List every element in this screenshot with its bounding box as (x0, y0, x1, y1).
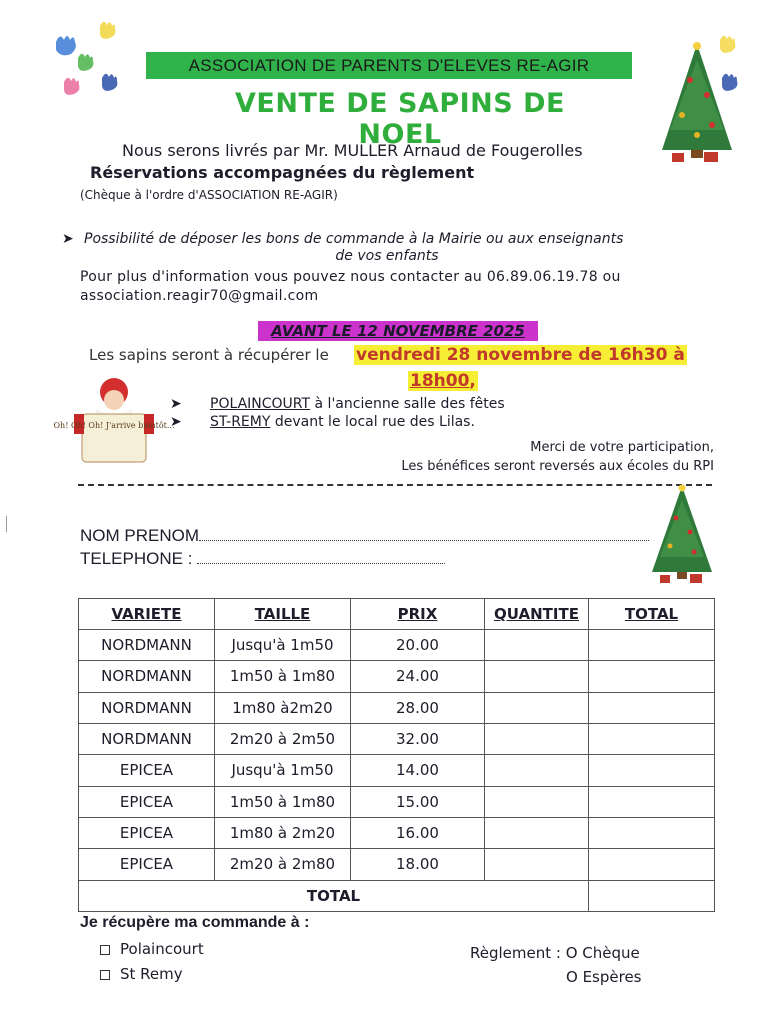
page-title: VENTE DE SAPINS DE NOEL (235, 88, 565, 150)
margin-mark (6, 516, 7, 532)
column-header: PRIX (351, 599, 485, 630)
name-field[interactable]: NOM PRENOM (80, 526, 649, 546)
checkbox-icon[interactable] (100, 945, 110, 955)
arrow-bullet-icon: ➤ (170, 396, 182, 412)
payment-option-cash[interactable]: O Espères (566, 968, 642, 986)
total-label: TOTAL (79, 880, 589, 911)
column-header: TAILLE (215, 599, 351, 630)
table-row: EPICEA 1m80 à 2m20 16.00 (79, 817, 715, 848)
delivery-note: Nous serons livrés par Mr. MULLER Arnaud de Fougerolles (122, 141, 583, 160)
pickup-prefix: Les sapins seront à récupérer le (89, 346, 329, 364)
association-banner: ASSOCIATION DE PARENTS D'ELEVES RE-AGIR (146, 52, 632, 79)
santa-icon (53, 374, 175, 470)
cut-line (78, 484, 712, 486)
table-row: NORDMANN 2m20 à 2m50 32.00 (79, 723, 715, 754)
total-cell[interactable] (589, 630, 715, 661)
price-table (78, 598, 715, 912)
quantity-cell[interactable] (485, 723, 589, 754)
reservation-note: Réservations accompagnées du règlement (90, 163, 475, 182)
table-row: NORDMANN Jusqu'à 1m50 20.00 (79, 630, 715, 661)
deadline-banner: AVANT LE 12 NOVEMBRE 2025 (258, 321, 538, 341)
quantity-cell[interactable] (485, 630, 589, 661)
location-polaincourt: ➤ POLAINCOURT à l'ancienne salle des fêtes (170, 396, 505, 412)
table-row: EPICEA 2m20 à 2m80 18.00 (79, 849, 715, 880)
table-row: EPICEA 1m50 à 1m80 15.00 (79, 786, 715, 817)
column-header: TOTAL (589, 599, 715, 630)
quantity-cell[interactable] (485, 817, 589, 848)
quantity-cell[interactable] (485, 692, 589, 723)
santa-sign-text: Oh! Oh! Oh! J'arrive bientôt... (53, 421, 175, 430)
arrow-bullet-icon: ➤ (62, 231, 74, 247)
pickup-time: 18h00, (410, 371, 476, 391)
pickup-choice-label: Je récupère ma commande à : (80, 914, 310, 931)
christmas-tree-small-icon (646, 482, 718, 587)
handprints-icon (44, 16, 124, 96)
pickup-date: vendredi 28 novembre de 16h30 à (356, 345, 685, 365)
quantity-cell[interactable] (485, 786, 589, 817)
cheque-note: (Chèque à l'ordre d'ASSOCIATION RE-AGIR) (80, 188, 338, 202)
email-link[interactable]: association.reagir70@gmail.com (80, 288, 319, 304)
phone-dotted-line[interactable] (197, 551, 445, 564)
arrow-bullet-icon: ➤ (170, 414, 182, 430)
column-header: VARIETE (79, 599, 215, 630)
location-st-remy: ➤ ST-REMY devant le local rue des Lilas. (170, 414, 475, 430)
checkbox-icon[interactable] (100, 970, 110, 980)
total-cell[interactable] (589, 723, 715, 754)
table-row: EPICEA Jusqu'à 1m50 14.00 (79, 755, 715, 786)
column-header: QUANTITE (485, 599, 589, 630)
total-cell[interactable] (589, 692, 715, 723)
total-cell[interactable] (589, 755, 715, 786)
table-row: NORDMANN 1m50 à 1m80 24.00 (79, 661, 715, 692)
quantity-cell[interactable] (485, 661, 589, 692)
contact-info: Pour plus d'information vous pouvez nous contacter au 06.89.06.19.78 ou association.reagir70@gmail.com (80, 268, 720, 306)
total-row (79, 880, 715, 911)
payment-option-cheque[interactable]: Règlement : O Chèque (470, 944, 640, 962)
christmas-tree-icon (652, 40, 742, 165)
quantity-cell[interactable] (485, 755, 589, 786)
phone-field[interactable]: TELEPHONE : (80, 549, 445, 569)
pickup-option-polaincourt[interactable]: Polaincourt (100, 940, 204, 958)
quantity-cell[interactable] (485, 849, 589, 880)
total-cell[interactable] (589, 817, 715, 848)
table-row: NORDMANN 1m80 à2m20 28.00 (79, 692, 715, 723)
total-cell[interactable] (589, 661, 715, 692)
table-header-row (79, 599, 715, 630)
pickup-option-st-remy[interactable]: St Remy (100, 965, 183, 983)
thanks-note: Merci de votre participation, Les bénéfices seront reversés aux écoles du RPI (401, 440, 714, 474)
grand-total-cell[interactable] (589, 880, 715, 911)
total-cell[interactable] (589, 786, 715, 817)
total-cell[interactable] (589, 849, 715, 880)
name-dotted-line[interactable] (199, 528, 649, 541)
